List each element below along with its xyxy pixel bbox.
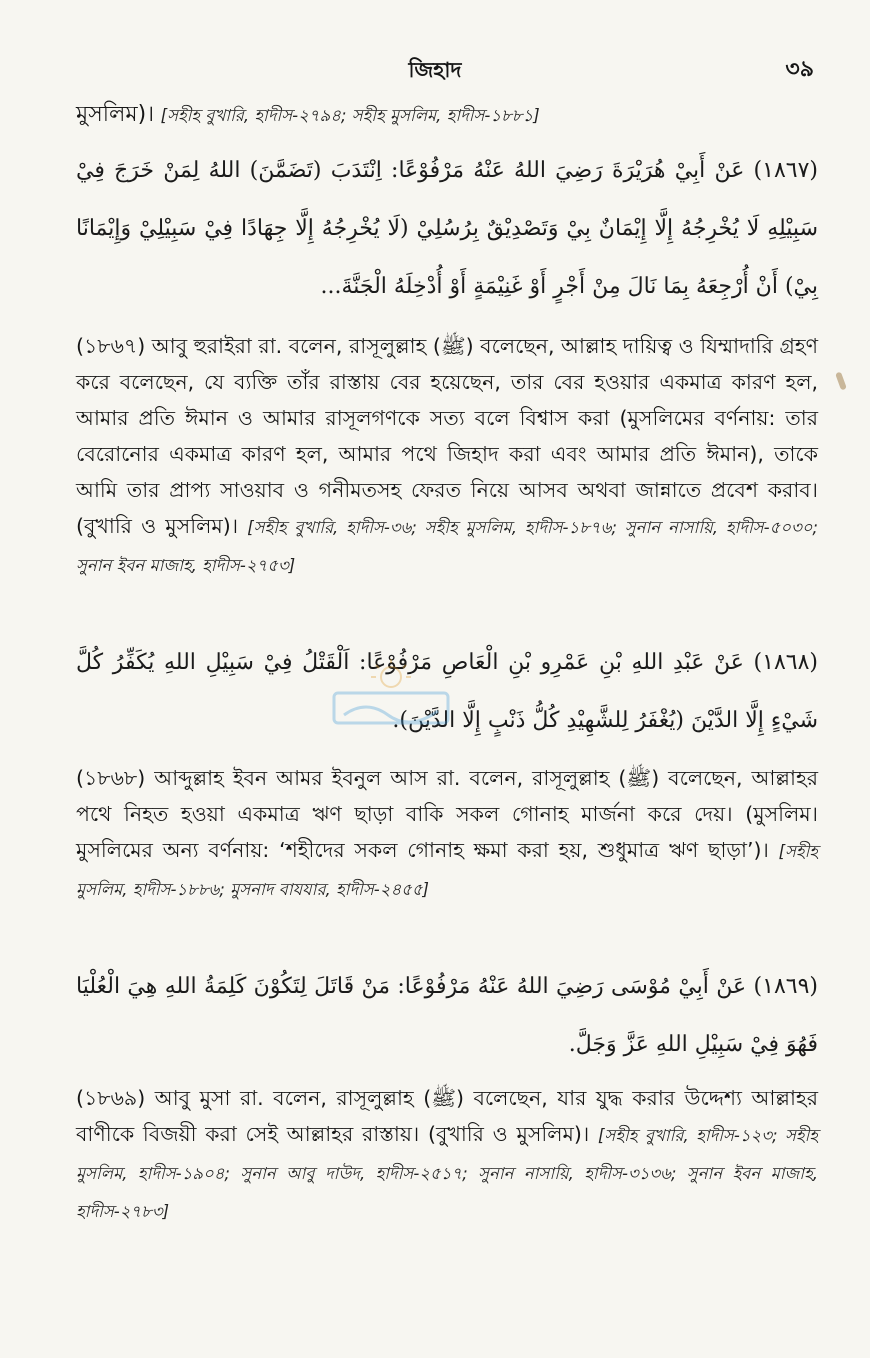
reference-citation: [সহীহ বুখারি, হাদীস-৩৬; সহীহ মুসলিম, হাদীস-১৮৭৬; সুনান নাসায়ি, হাদীস-৫০৩০; সুনান ইবন মাজাহ, হাদীস-২৭৫৩] xyxy=(76,518,818,575)
paper-mark xyxy=(835,372,847,391)
reference-citation: [সহীহ বুখারি, হাদীস-১২৩; সহীহ মুসলিম, হাদীস-১৯০৪; সুনান আবু দাউদ, হাদীস-২৫১৭; সুনান নাসায়ি, হাদীস-৩১৩৬; সুনান ইবন মাজাহ, হাদীস-২৭৮৩] xyxy=(76,1126,818,1221)
reference-citation: [সহীহ বুখারি, হাদীস-২৭৯৪; সহীহ মুসলিম, হাদীস-১৮৮১] xyxy=(160,106,540,125)
arabic-hadith-1867: (١٨٦٧) عَنْ أَبِيْ هُرَيْرَةَ رَضِيَ اللهُ عَنْهُ مَرْفُوْعًا: اِنْتَدَبَ (تَضَمَّنَ) اللهُ لِمَنْ خَرَجَ فِيْ سَبِيْلِهِ لَا يُخْرِجُهُ إِلَّا إِيْمَانٌ بِيْ وَتَصْدِيْقٌ بِرُسُلِيْ (لَا يُخْرِجُهُ إِلَّا جِهَادًا فِيْ سَبِيْلِيْ وَإِيْمَانًا بِيْ) أَنْ أُرْجِعَهُ بِمَا نَالَ مِنْ أَجْرٍ أَوْ غَنِيْمَةٍ أَوْ أُدْخِلَهُ الْجَنَّةَ... xyxy=(76,158,818,299)
bengali-hadith-1867 xyxy=(76,328,818,584)
reference-citation: [সহীহ মুসলিম, হাদীস-১৮৮৬; মুসনাদ বাযযার, হাদীস-২৪৫৫] xyxy=(76,842,818,899)
bengali-text: মুসলিম)। xyxy=(76,102,155,127)
page-number: ৩৯ xyxy=(785,57,814,82)
arabic-hadith-1869: (١٨٦٩) عَنْ أَبِيْ مُوْسَى رَضِيَ اللهُ عَنْهُ مَرْفُوْعًا: مَنْ قَاتَلَ لِتَكُوْنَ كَلِمَةُ اللهِ هِيَ الْعُلْيَا فَهُوَ فِيْ سَبِيْلِ اللهِ عَزَّ وَجَلَّ. xyxy=(76,974,818,1057)
bengali-text: (১৮৬৯) আবু মুসা রা. বলেন, রাসূলুল্লাহ (ﷺ) বলেছেন, যার যুদ্ধ করার উদ্দেশ্য আল্লাহর বাণীকে বিজয়ী করা সেই আল্লাহর রাস্তায়। (বুখারি ও মুসলিম)। xyxy=(76,1086,818,1146)
running-title: জিহাদ xyxy=(408,58,462,82)
arabic-hadith-1868: (١٨٦٨) عَنْ عَبْدِ اللهِ بْنِ عَمْرِو بْنِ الْعَاصِ مَرْفُوْعًا: اَلْقَتْلُ فِيْ سَبِيْلِ اللهِ يُكَفِّرُ كُلَّ شَيْءٍ إِلَّا الدَّيْنَ (يُغْفَرُ لِلشَّهِيْدِ كُلُّ ذَنْبٍ إِلَّا الدَّيْنَ). xyxy=(76,650,818,733)
page-header xyxy=(0,46,870,86)
hadith-continuation xyxy=(76,96,818,134)
bengali-hadith-1869 xyxy=(76,1080,818,1230)
bengali-hadith-1868 xyxy=(76,760,818,908)
bengali-text: (১৮৬৮) আব্দুল্লাহ ইবন আমর ইবনুল আস রা. বলেন, রাসূলুল্লাহ (ﷺ) বলেছেন, আল্লাহর পথে নিহত হওয়া একমাত্র ঋণ ছাড়া বাকি সকল গোনাহ মার্জনা করে দেয়। (মুসলিম। মুসলিমের অন্য বর্ণনায়: ‘শহীদের সকল গোনাহ ক্ষমা করা হয়, শুধুমাত্র ঋণ ছাড়া’)। xyxy=(76,766,818,862)
bengali-text: (১৮৬৭) আবু হুরাইরা রা. বলেন, রাসূলুল্লাহ (ﷺ) বলেছেন, আল্লাহ দায়িত্ব ও যিম্মাদারি গ্রহণ করে বলেছেন, যে ব্যক্তি তাঁর রাস্তায় বের হয়েছেন, তার বের হওয়ার একমাত্র কারণ হল, আমার প্রতি ঈমান ও আমার রাসূলগণকে সত্য বলে বিশ্বাস করা (মুসলিমের বর্ণনায়: তার বেরোনোর একমাত্র কারণ হল, আমার পথে জিহাদ করা এবং আমার প্রতি ঈমান), তাকে আমি তার প্রাপ্য সাওয়াব ও গনীমতসহ ফেরত নিয়ে আসব অথবা জান্নাতে প্রবেশ করাব। (বুখারি ও মুসলিম)। xyxy=(76,334,819,538)
